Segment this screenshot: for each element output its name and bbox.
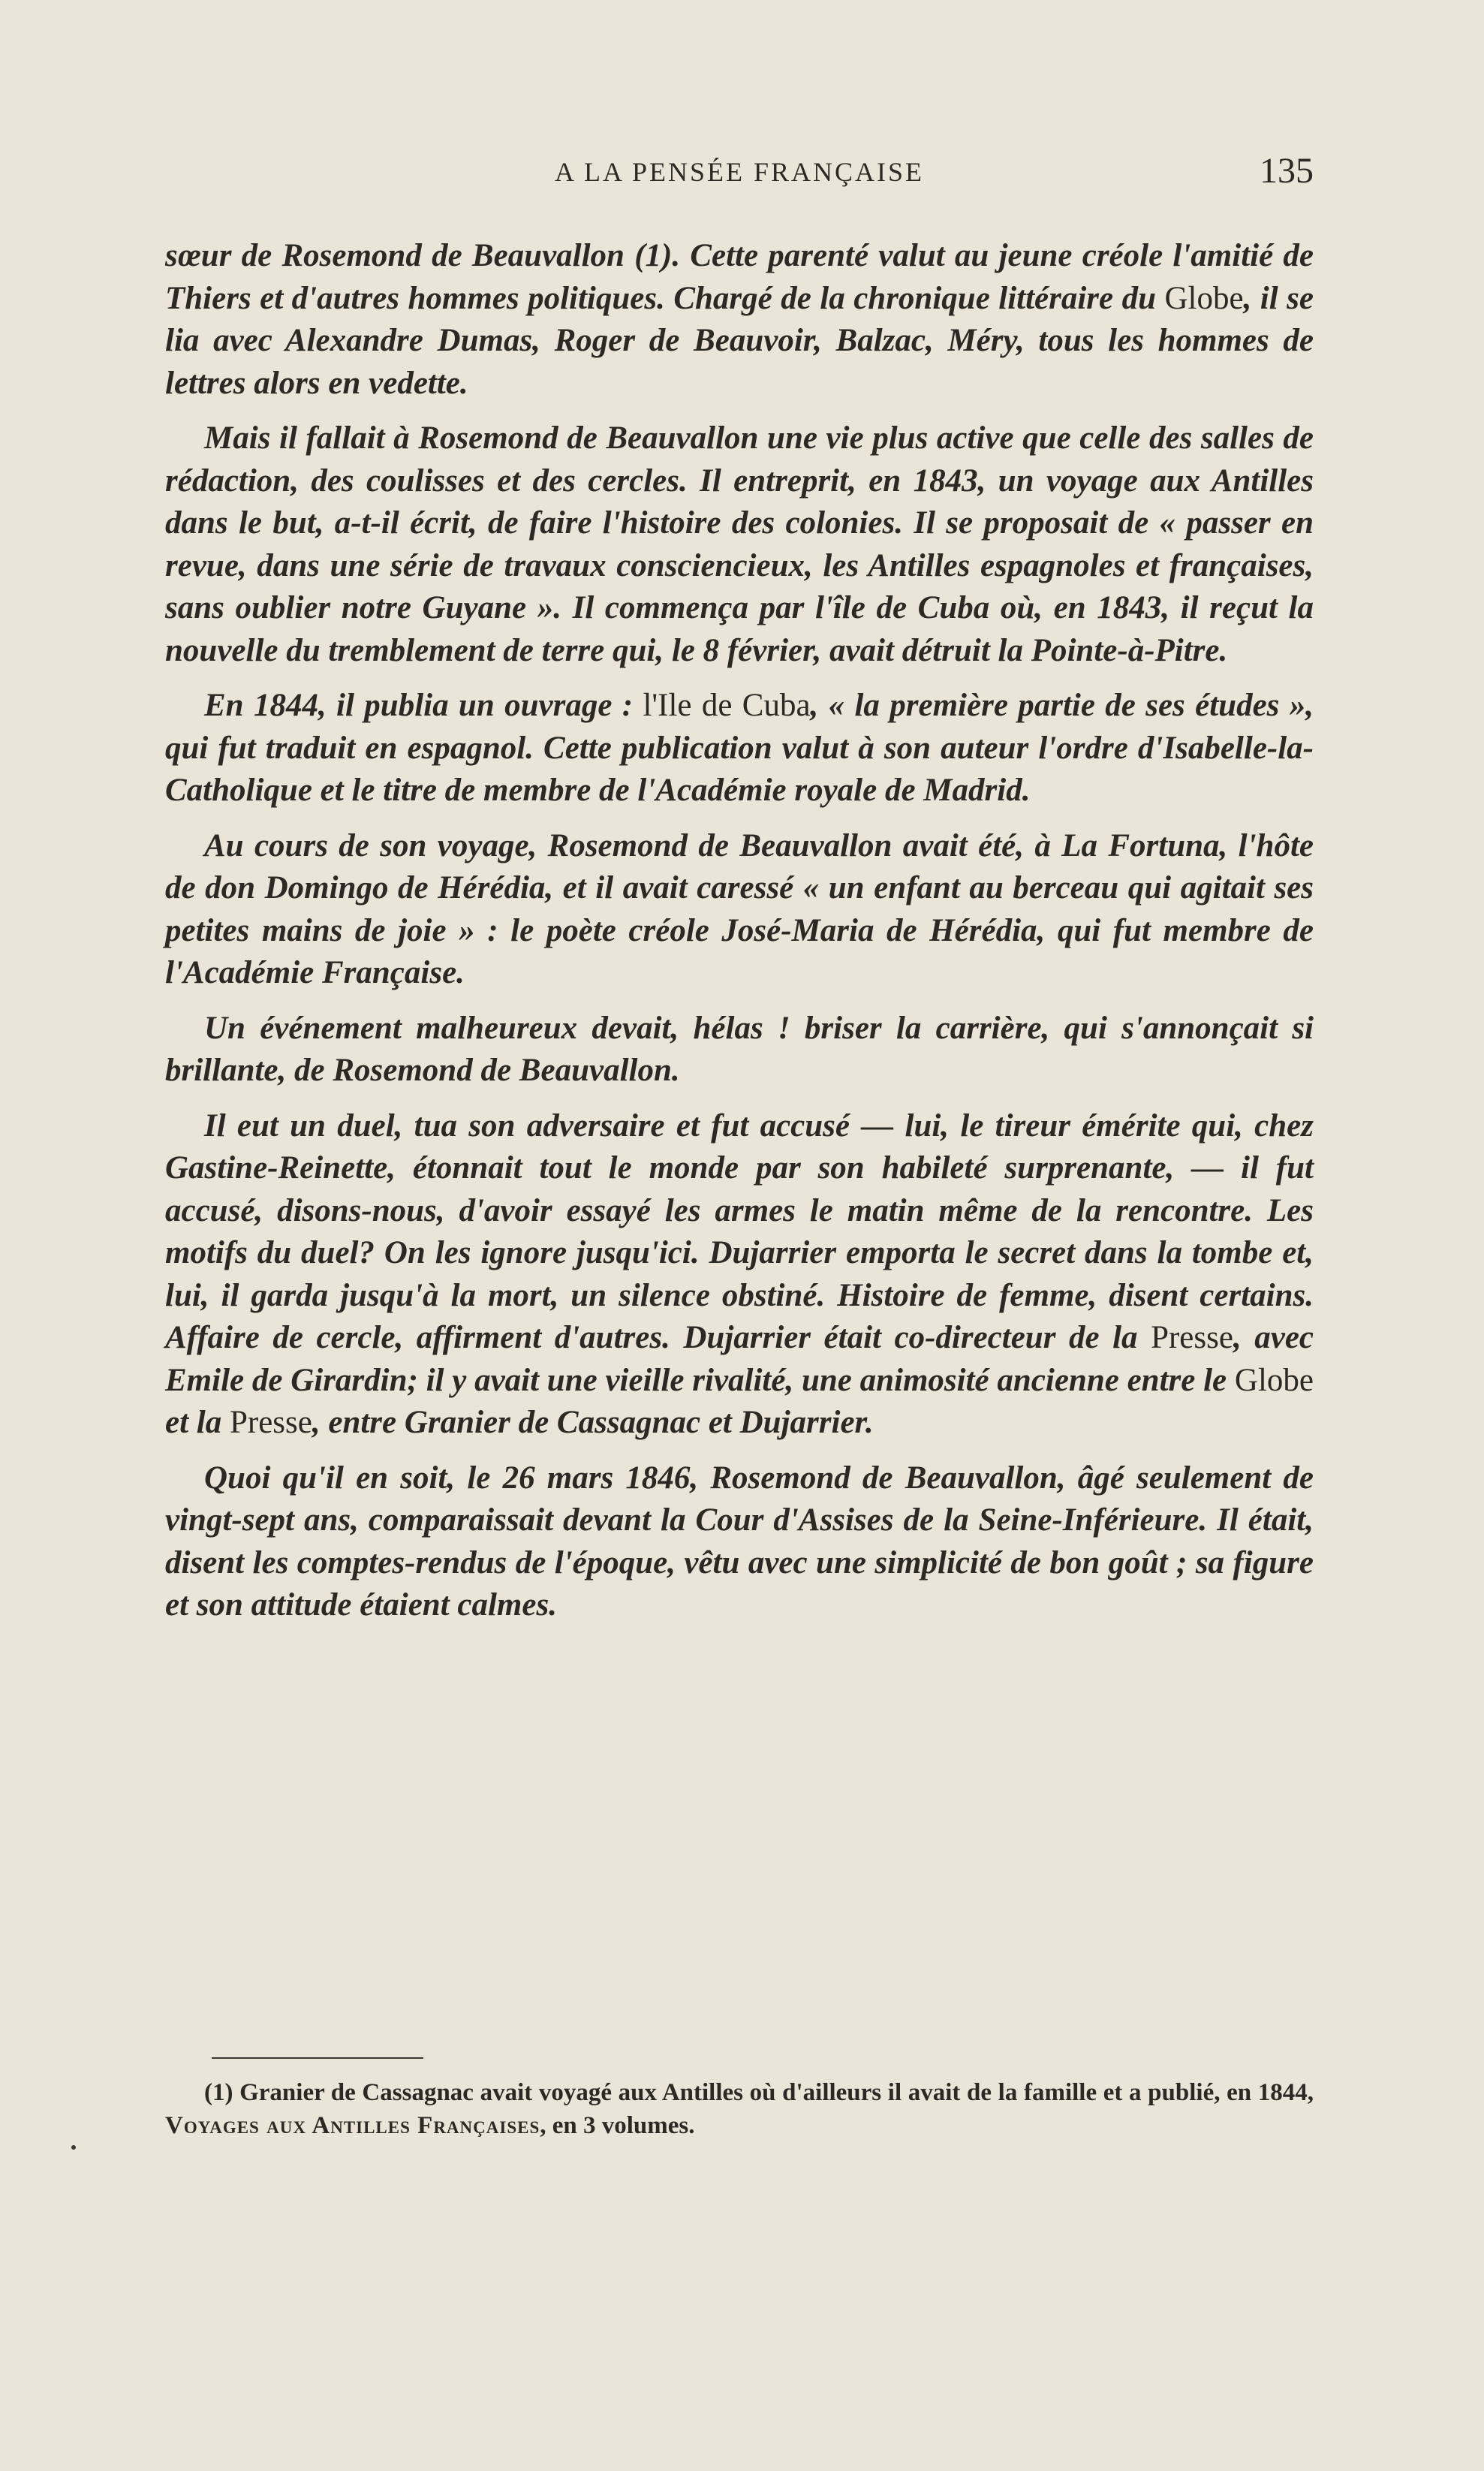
footnote-text-c: , en 3 volumes. (540, 2112, 695, 2139)
footnote-text-a: (1) Granier de Cassagnac avait voyagé aux Antilles où d'ailleurs il avait de la famille et a publié, en 1844, (204, 2079, 1314, 2106)
title-ile-de-cuba: l'Ile de Cuba (643, 688, 811, 723)
footnote-book-title: Voyages aux Antilles Françaises (165, 2112, 540, 2139)
paragraph-2: Mais il fallait à Rosemond de Beauvallon une vie plus active que celle des salles de rédaction, des coulisses et des cercles. Il entreprit, en 1843, un voyage aux Antilles dans le but, a-t-il écrit, de faire l'histoire des colonies. Il se proposait de « passer en revue, dans une série de travaux consciencieux, les Antilles espagnoles et françaises, sans oublier notre Guyane ». Il commença par l'île de Cuba où, en 1843, il reçut la nouvelle du tremblement de terre qui, le 8 février, avait détruit la Pointe-à-Pitre. (165, 420, 1314, 668)
paragraph-1 (165, 235, 1314, 405)
title-globe: Globe (1164, 280, 1244, 316)
paragraph-6-text-e: et la (165, 1405, 230, 1440)
paragraph-6-text-c: , avec Emile de Girardin; il y avait une vieille rivalité, une animosité ancienne entre le (165, 1320, 1314, 1398)
paragraph-4: Au cours de son voyage, Rosemond de Beauvallon avait été, à La Fortuna, l'hôte de don Domingo de Hérédia, et il avait caressé « un enfant au berceau qui agitait ses petites mains de joie » : le poète créole José-Maria de Hérédia, qui fut membre de l'Académie Française. (165, 827, 1314, 990)
paragraph-3 (165, 685, 1314, 812)
footnote-text (165, 2076, 1314, 2142)
paragraph-1-text-a: sœur de Rosemond de Beauvallon (1). Cette parenté valut au jeune créole l'amitié de Thiers et d'autres hommes politiques. Chargé de la chronique littéraire du (165, 238, 1314, 316)
paragraph-5: Un événement malheureux devait, hélas ! briser la carrière, qui s'annonçait si brillante, de Rosemond de Beauvallon. (165, 1010, 1314, 1088)
paragraph-3-text-a: En 1844, il publia un ouvrage : (204, 688, 643, 723)
paragraph-7: Quoi qu'il en soit, le 26 mars 1846, Rosemond de Beauvallon, âgé seulement de vingt-sept ans, comparaissait devant la Cour d'Assises de la Seine-Inférieure. Il était, disent les comptes-rendus de l'époque, vêtu avec une simplicité de bon goût ; sa figure et son attitude étaient calmes. (165, 1460, 1314, 1623)
paragraph-1-text-c: , il se lia avec Alexandre Dumas, Roger de Beauvoir, Balzac, Méry, tous les hommes de lettres alors en vedette. (165, 280, 1314, 401)
footnote-divider (212, 2057, 423, 2059)
paper-speck (71, 2145, 76, 2150)
paragraph-6 (165, 1105, 1314, 1445)
running-title: A LA PENSÉE FRANÇAISE (554, 157, 925, 187)
title-presse: Presse (1151, 1320, 1233, 1355)
title-presse-2: Presse (229, 1405, 312, 1440)
page-number: 135 (1260, 151, 1314, 191)
running-header (165, 150, 1314, 195)
title-globe-2: Globe (1234, 1362, 1314, 1398)
paragraph-3-text-c: , « la première partie de ses études », qui fut traduit en espagnol. Cette publication valut à son auteur l'ordre d'Isabelle-la-Catholique et le titre de membre de l'Académie royale de Madrid. (165, 688, 1314, 808)
paragraph-6-text-g: , entre Granier de Cassagnac et Dujarrier. (312, 1405, 874, 1440)
footnote (165, 2076, 1314, 2142)
paragraph-6-text-a: Il eut un duel, tua son adversaire et fut accusé — lui, le tireur émérite qui, chez Gastine-Reinette, étonnait tout le monde par son habileté surprenante, — il fut accusé, disons-nous, d'avoir essayé les armes le matin même de la rencontre. Les motifs du duel? On les ignore jusqu'ici. Dujarrier emporta le secret dans la tombe et, lui, il garda jusqu'à la mort, un silence obstiné. Histoire de femme, disent certains. Affaire de cercle, affirment d'autres. Dujarrier était co-directeur de la (165, 1107, 1314, 1355)
body-text (165, 235, 1314, 1640)
